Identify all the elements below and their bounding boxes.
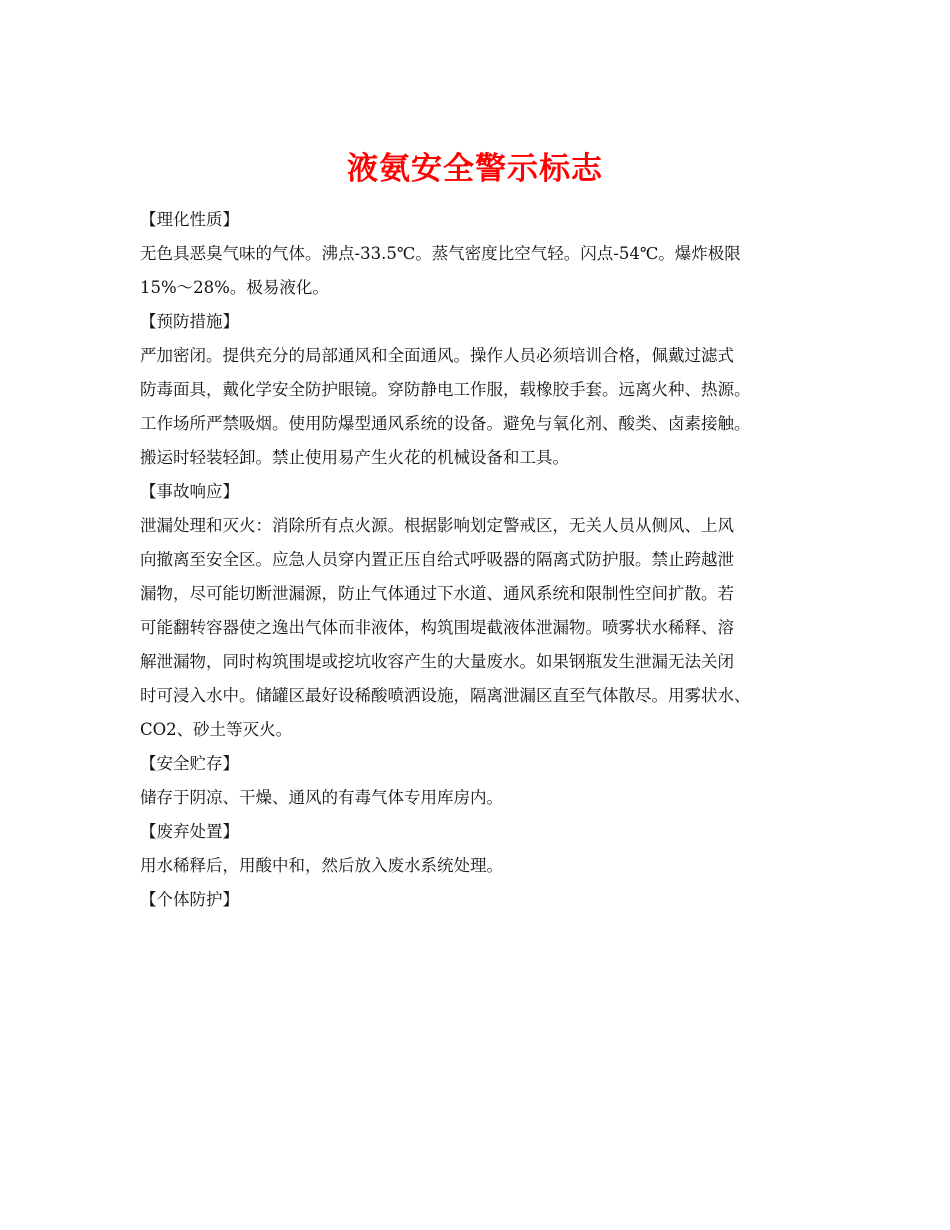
section-text <box>140 237 830 305</box>
text-line: 解泄漏物，同时构筑围堤或挖坑收容产生的大量废水。如果钢瓶发生泄漏无法关闭 <box>140 652 734 671</box>
text-line: 工作场所严禁吸烟。使用防爆型通风系统的设备。避免与氧化剂、酸类、卤素接触。 <box>140 414 751 433</box>
text-line: 用水稀释后，用酸中和，然后放入废水系统处理。 <box>140 856 503 875</box>
text-line: 搬运时轻装轻卸。禁止使用易产生火花的机械设备和工具。 <box>140 448 569 467</box>
section-personal-protection <box>140 883 830 917</box>
section-accident-response <box>140 475 830 747</box>
text-line: 可能翻转容器使之逸出气体而非液体，构筑围堤截液体泄漏物。喷雾状水稀释、溶 <box>140 618 734 637</box>
section-safe-storage <box>140 747 830 815</box>
text-line: 防毒面具，戴化学安全防护眼镜。穿防静电工作服，载橡胶手套。远离火种、热源。 <box>140 380 751 399</box>
text-line: 15%～28%。极易液化。 <box>140 278 329 297</box>
page-title: 液氨安全警示标志 <box>347 150 603 187</box>
document-body <box>140 203 830 917</box>
section-text <box>140 849 830 883</box>
section-heading: 【预防措施】 <box>140 312 239 331</box>
section-heading: 【废弃处置】 <box>140 822 239 841</box>
section-heading: 【安全贮存】 <box>140 754 239 773</box>
text-line: 漏物，尽可能切断泄漏源，防止气体通过下水道、通风系统和限制性空间扩散。若 <box>140 584 734 603</box>
text-line: 泄漏处理和灭火：消除所有点火源。根据影响划定警戒区，无关人员从侧风、上风 <box>140 516 734 535</box>
section-text <box>140 781 830 815</box>
text-line: 时可浸入水中。储罐区最好设稀酸喷洒设施，隔离泄漏区直至气体散尽。用雾状水、 <box>140 686 751 705</box>
section-heading: 【个体防护】 <box>140 890 239 909</box>
section-heading: 【理化性质】 <box>140 210 239 229</box>
section-text <box>140 509 830 747</box>
text-line: 向撤离至安全区。应急人员穿内置正压自给式呼吸器的隔离式防护服。禁止跨越泄 <box>140 550 734 569</box>
text-line: 严加密闭。提供充分的局部通风和全面通风。操作人员必须培训合格，佩戴过滤式 <box>140 346 734 365</box>
section-preventive-measures <box>140 305 830 475</box>
text-line: 储存于阴凉、干燥、通风的有毒气体专用库房内。 <box>140 788 503 807</box>
text-line: 无色具恶臭气味的气体。沸点-33.5℃。蒸气密度比空气轻。闪点-54℃。爆炸极限 <box>140 244 741 263</box>
section-text <box>140 339 830 475</box>
section-physical-chemical-properties <box>140 203 830 305</box>
section-heading: 【事故响应】 <box>140 482 239 501</box>
text-line: CO2、砂土等灭火。 <box>140 720 293 739</box>
section-disposal <box>140 815 830 883</box>
